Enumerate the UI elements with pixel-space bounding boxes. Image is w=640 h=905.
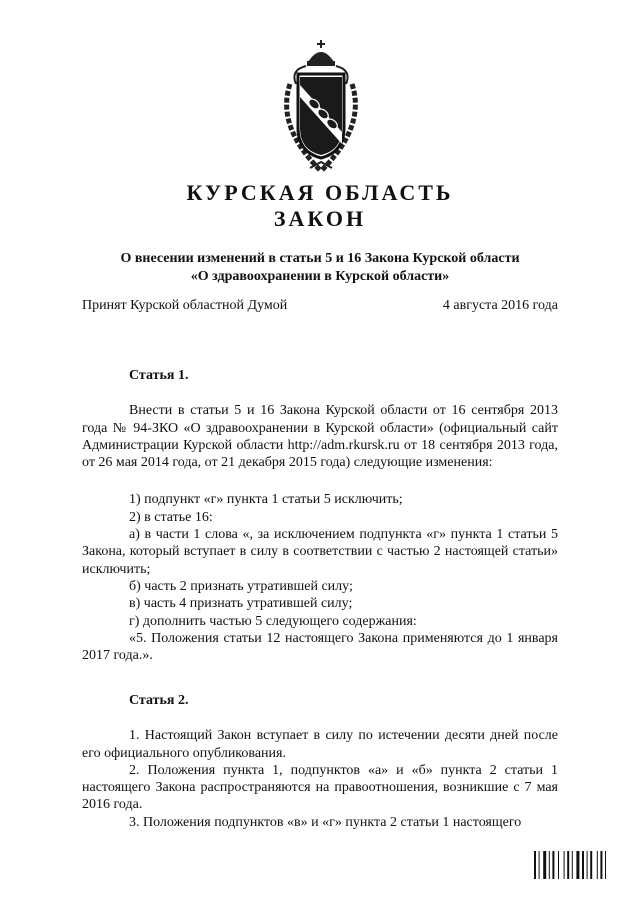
law-subject: [0, 250, 640, 286]
coat-of-arms-emblem: [270, 40, 372, 180]
article-1-item: в) часть 4 признать утратившей силу;: [129, 596, 353, 612]
document-type-title: ЗАКОН: [273, 206, 367, 231]
article-2-item: 3. Положения подпунктов «в» и «г» пункта 2 статьи 1 настоящего: [129, 814, 522, 830]
article-2: [82, 692, 558, 831]
article-2-item: 1. Настоящий Закон вступает в силу по истечении десяти дней после его официального опубликования.: [82, 728, 558, 761]
region-title: КУРСКАЯ ОБЛАСТЬ: [186, 180, 454, 205]
barcode-icon: [534, 851, 626, 879]
article-2-title: Статья 2.: [129, 693, 189, 708]
adopted-by: Принят Курской областной Думой: [82, 298, 288, 313]
article-2-item: 2. Положения пункта 1, подпунктов «а» и «б» пункта 2 статьи 1 настоящего Закона распространяются на правоотношения, возникшие с 7 мая 2016 года.: [82, 762, 558, 813]
article-1-item: 2) в статье 16:: [129, 509, 213, 525]
law-subject-line1: О внесении изменений в статьи 5 и 16 Закона Курской области: [120, 251, 520, 266]
article-1-item: 1) подпункт «г» пункта 1 статьи 5 исключить;: [129, 492, 403, 508]
article-1-item: а) в части 1 слова «, за исключением подпункта «г» пункта 1 статьи 5 Закона, который вступает в силу в соответствии с частью 2 настоящей статьи» исключить;: [82, 527, 558, 577]
article-1-item: «5. Положения статьи 12 настоящего Закона применяются до 1 января 2017 года.».: [82, 630, 558, 664]
article-1-item: г) дополнить частью 5 следующего содержания:: [129, 613, 417, 629]
article-1-intro: Внести в статьи 5 и 16 Закона Курской области от 16 сентября 2013 года № 94-ЗКО «О здравоохранении в Курской области» (официальный сайт Администрации Курской области http://adm.rkursk.ru от 18 сентября 2013 года, от 26 мая 2014 года, от 21 декабря 2015 года) следующие изменения:: [82, 403, 558, 471]
article-1: [82, 367, 558, 664]
adopted-date: 4 августа 2016 года: [442, 298, 558, 313]
law-subject-line2: «О здравоохранении в Курской области»: [190, 269, 450, 284]
article-1-item: б) часть 2 признать утратившей силу;: [129, 578, 353, 594]
article-1-title: Статья 1.: [129, 368, 189, 383]
